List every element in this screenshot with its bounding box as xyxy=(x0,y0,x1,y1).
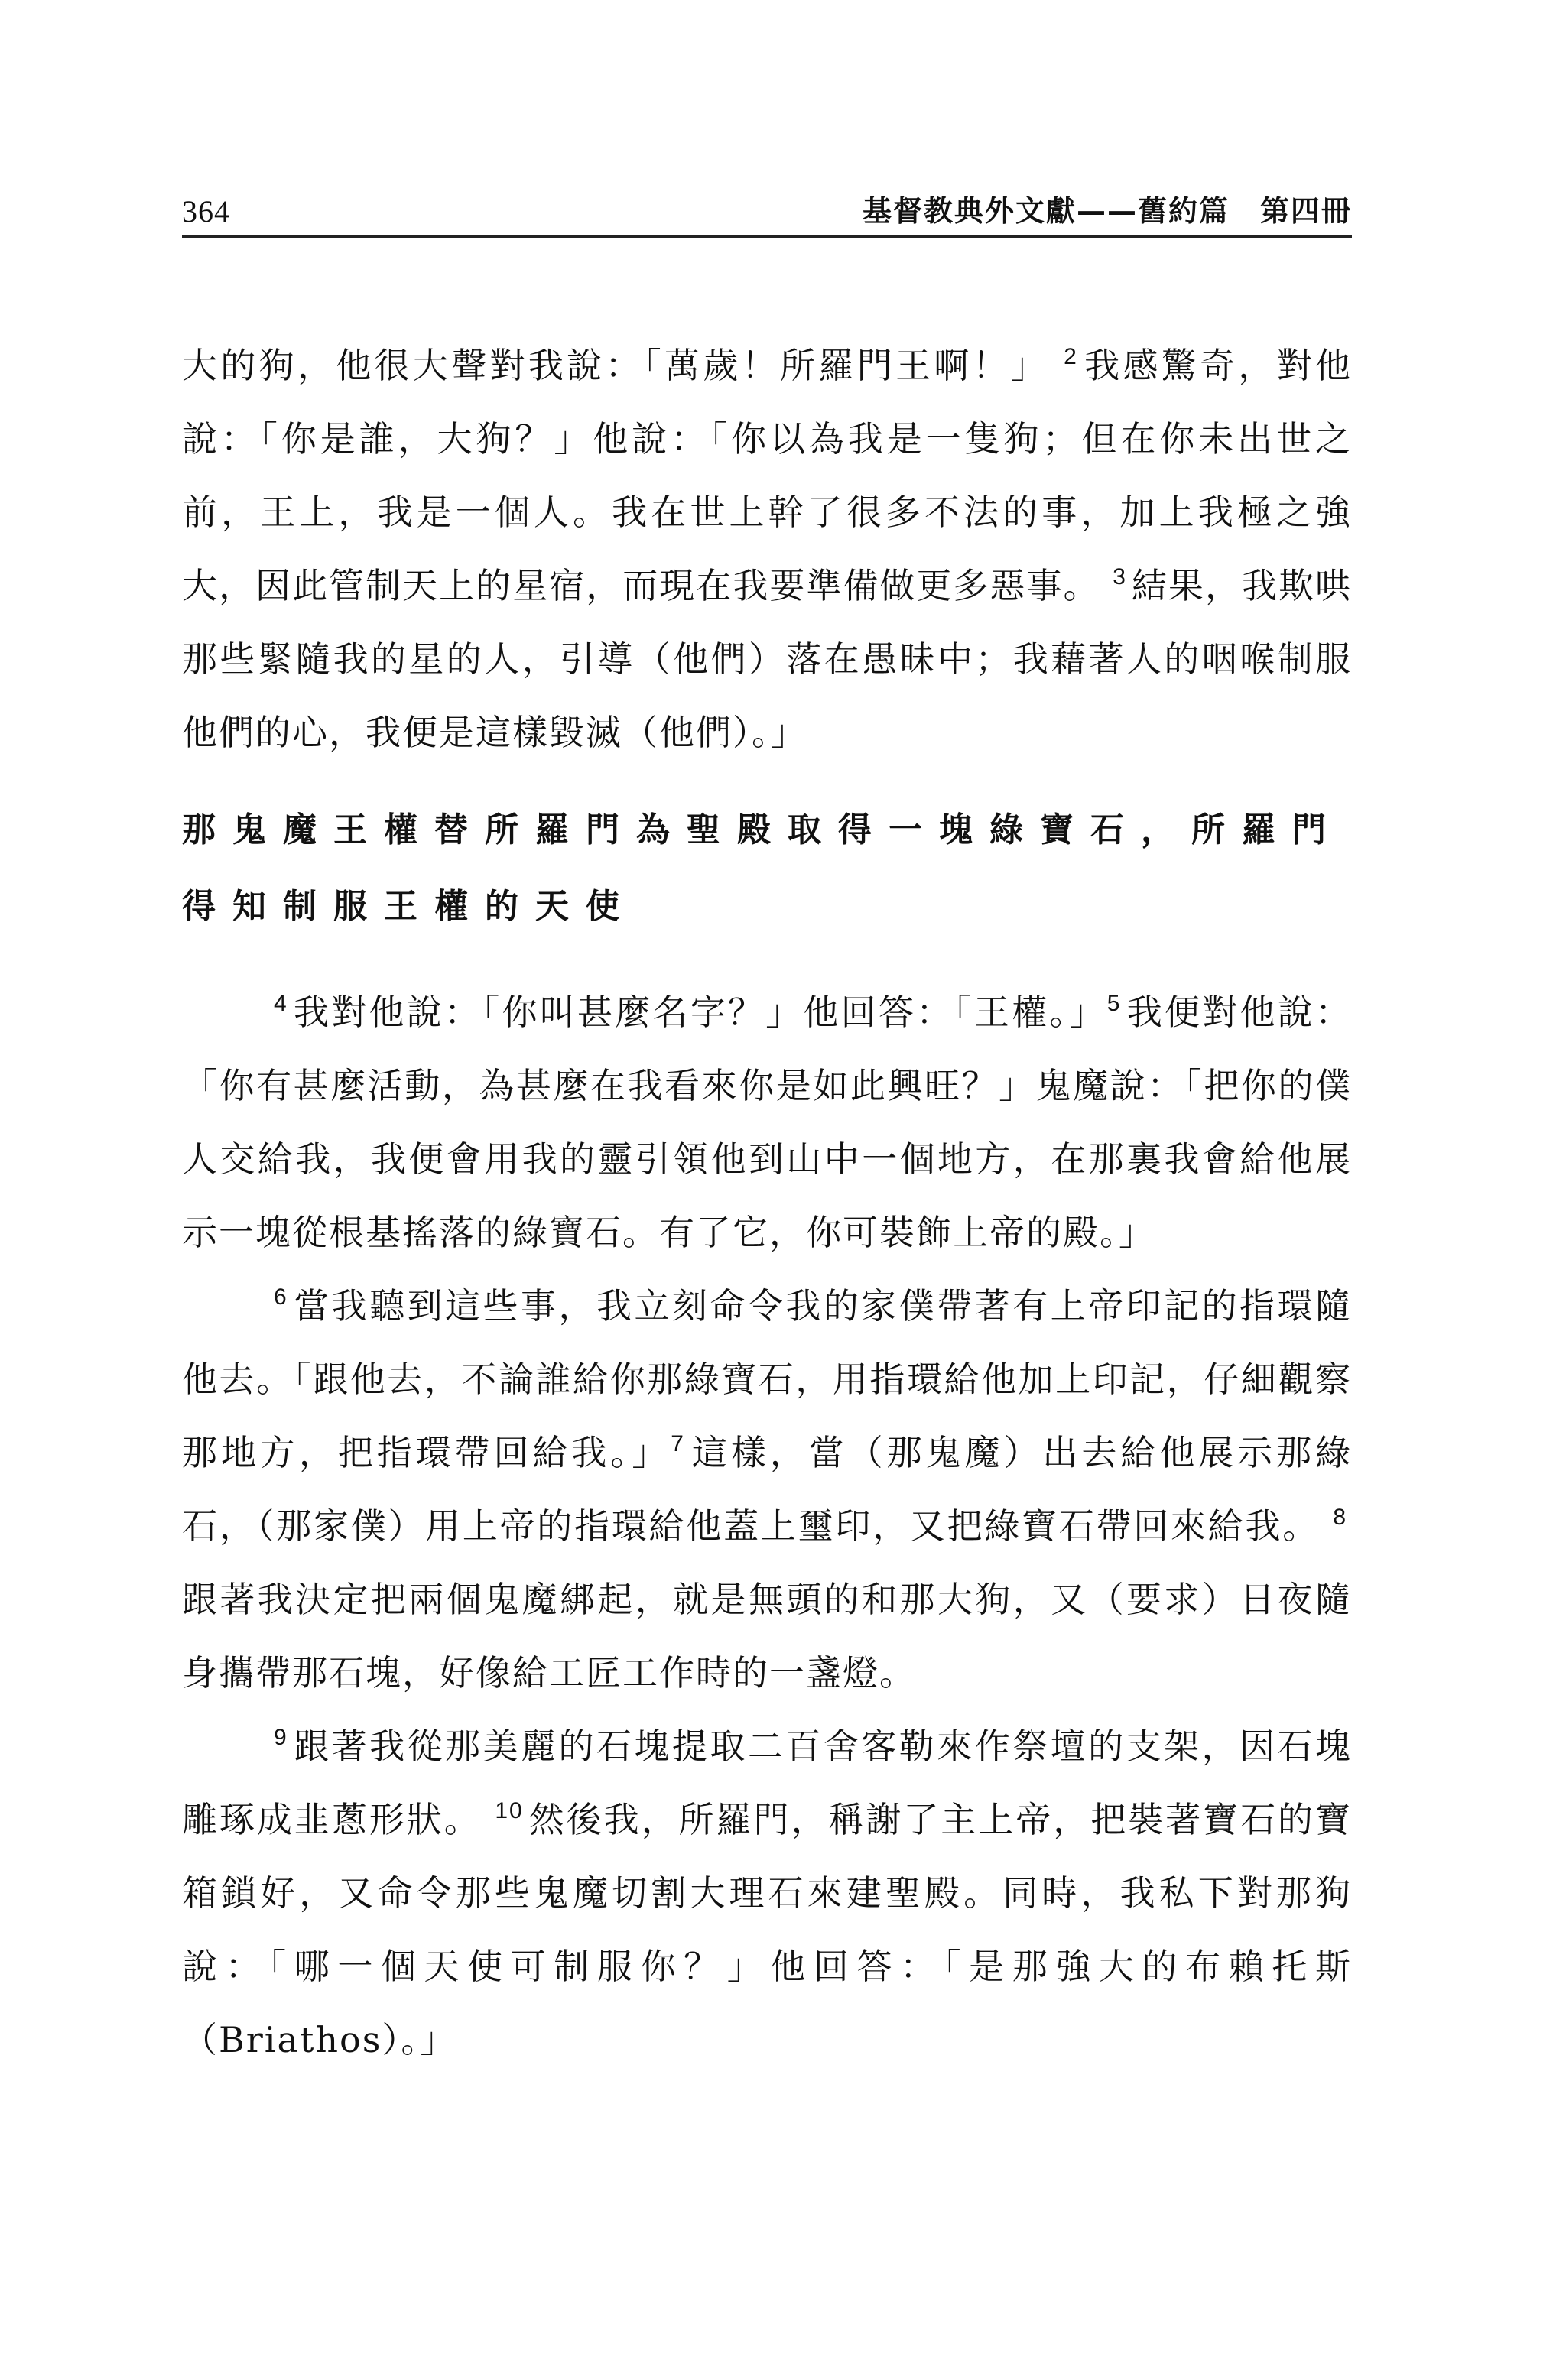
body-text xyxy=(182,329,1352,2076)
verse-number: 5 xyxy=(1106,991,1122,1016)
verse-number: 10 xyxy=(495,1798,524,1823)
verse-number: 9 xyxy=(274,1725,288,1750)
paragraph-verse-9 xyxy=(182,1710,1352,2076)
volume-label: 第四冊 xyxy=(1259,194,1352,228)
verse-number: 6 xyxy=(274,1284,288,1310)
paragraph-text: 我感驚奇，對他說：「你是誰，大狗？」他說：「你以為我是一隻狗；但在你未出世之前，王上，我是一個人。我在世上幹了很多不法的事，加上我極之強大，因此管制天上的星宿，而現在我要準備做更多惡事。 xyxy=(182,345,1352,606)
running-head xyxy=(863,187,1352,229)
book-title: 基督教典外文獻——舊約篇 xyxy=(862,194,1230,228)
paragraph-verse-4 xyxy=(182,976,1352,1269)
paragraph-verse-6 xyxy=(182,1269,1352,1710)
paragraph-text: 然後我，所羅門，稱謝了主上帝，把裝著寶石的寶箱鎖好，又命令那些鬼魔切割大理石來建聖殿。同時，我私下對那狗說：「哪一個天使可制服你？」他回答：「是那強大的布賴托斯（Briathos）。」 xyxy=(182,1799,1353,2060)
verse-number: 8 xyxy=(1333,1505,1348,1530)
verse-number: 4 xyxy=(274,991,288,1016)
page-header xyxy=(182,180,1352,238)
paragraph-text: 當我聽到這些事，我立刻命令我的家僕帶著有上帝印記的指環隨他去。「跟他去，不論誰給你那綠寶石，用指環給他加上印記，仔細觀察那地方，把指環帶回給我。」 xyxy=(182,1285,1352,1473)
paragraph-text: 這樣，當（那鬼魔）出去給他展示那綠石，（那家僕）用上帝的指環給他蓋上璽印，又把綠寶石帶回來給我。 xyxy=(182,1432,1353,1547)
paragraph-text: 大的狗，他很大聲對我說：「萬歲！所羅門王啊！」 xyxy=(182,345,1050,386)
verse-number: 2 xyxy=(1064,344,1078,369)
verse-number: 7 xyxy=(671,1431,685,1456)
paragraph-text: 跟著我從那美麗的石塊提取二百舍客勒來作祭壇的支架，因石塊雕琢成韭蔥形狀。 xyxy=(182,1726,1352,1840)
paragraph-text: 結果，我欺哄那些緊隨我的星的人，引導（他們）落在愚昧中；我藉著人的咽喉制服他們的心，我便是這樣毀滅（他們）。」 xyxy=(182,565,1353,753)
page-number: 364 xyxy=(182,194,230,229)
section-heading: 那鬼魔王權替所羅門為聖殿取得一塊綠寶石，所羅門得知制服王權的天使 xyxy=(182,810,1343,926)
opening-paragraph xyxy=(182,329,1352,769)
paragraph-text: 跟著我決定把兩個鬼魔綁起，就是無頭的和那大狗，又（要求）日夜隨身攜帶那石塊，好像給工匠工作時的一盞燈。 xyxy=(182,1579,1352,1693)
paragraph-text: 我對他說：「你叫甚麼名字？」他回答：「王權。」 xyxy=(292,992,1107,1033)
verse-number: 3 xyxy=(1113,564,1127,589)
paragraph-text: 我便對他說：「你有甚麼活動，為甚麼在我看來你是如此興旺？」鬼魔說：「把你的僕人交給我，我便會用我的靈引領他到山中一個地方，在那裏我會給他展示一塊從根基搖落的綠寶石。有了它，你可裝飾上帝的殿。」 xyxy=(182,992,1353,1253)
